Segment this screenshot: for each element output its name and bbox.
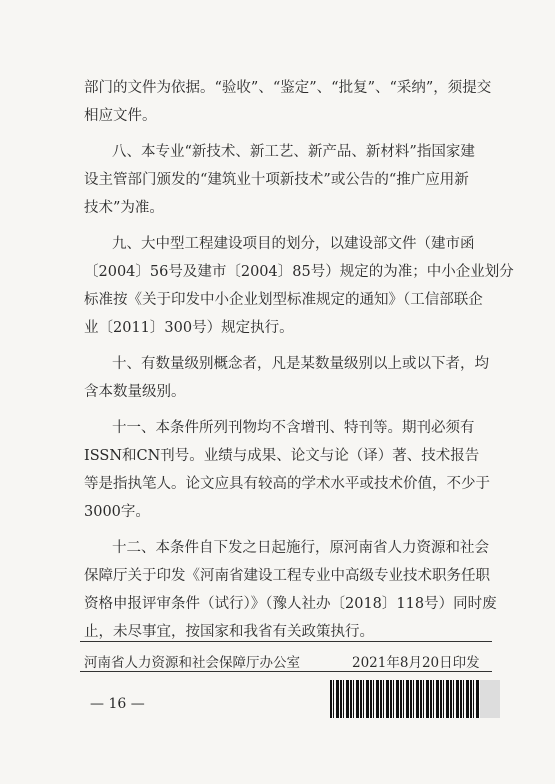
body-line: 部门的文件为依据。“验收”、“鉴定”、“批复”、“采纳”，须提交 (84, 80, 492, 96)
body-line: 含本数量级别。 (84, 384, 186, 400)
page-number: — 16 — (90, 696, 145, 712)
footer-top-rule (80, 641, 492, 642)
body-line: 等是指执笔人。论文应具有较高的学术水平或技术价值，不少于 (84, 476, 490, 492)
footer-date: 2021年8月20日印发 (352, 655, 480, 671)
body-line: 〔2004〕56号及建市〔2004〕85号）规定的为准；中小企业划分 (84, 264, 514, 280)
body-line: 业〔2011〕300号）规定执行。 (84, 320, 294, 336)
body-line: 八、本专业“新技术、新工艺、新产品、新材料”指国家建 (112, 144, 475, 160)
footer-bottom-rule (80, 671, 492, 672)
footer-issuer: 河南省人力资源和社会保障厅办公室 (84, 655, 300, 671)
barcode-image (330, 680, 500, 718)
body-line: 十一、本条件所列刊物均不含增刊、特刊等。期刊必须有 (112, 420, 475, 436)
body-line: 资格申报评审条件（试行）》（豫人社办〔2018〕118号）同时废 (84, 596, 497, 612)
body-line: 设主管部门颁发的“建筑业十项新技术”或公告的“推广应用新 (84, 172, 469, 188)
body-line: 保障厅关于印发《河南省建设工程专业中高级专业技术职务任职 (84, 568, 490, 584)
body-line: 相应文件。 (84, 108, 157, 124)
body-line: 标准按《关于印发中小企业划型标准规定的通知》（工信部联企 (84, 292, 483, 308)
body-line: 3000字。 (84, 504, 150, 520)
body-line: 九、大中型工程建设项目的划分，以建设部文件（建市函 (112, 236, 475, 252)
body-line: ISSN和CN刊号。业绩与成果、论文与论（译）著、技术报告 (84, 448, 480, 464)
body-line: 十、有数量级别概念者，凡是某数量级别以上或以下者，均 (112, 356, 489, 372)
body-line: 止，未尽事宜，按国家和我省有关政策执行。 (84, 624, 374, 640)
body-line: 技术”为准。 (84, 200, 164, 216)
body-line: 十二、本条件自下发之日起施行，原河南省人力资源和社会 (112, 540, 489, 556)
